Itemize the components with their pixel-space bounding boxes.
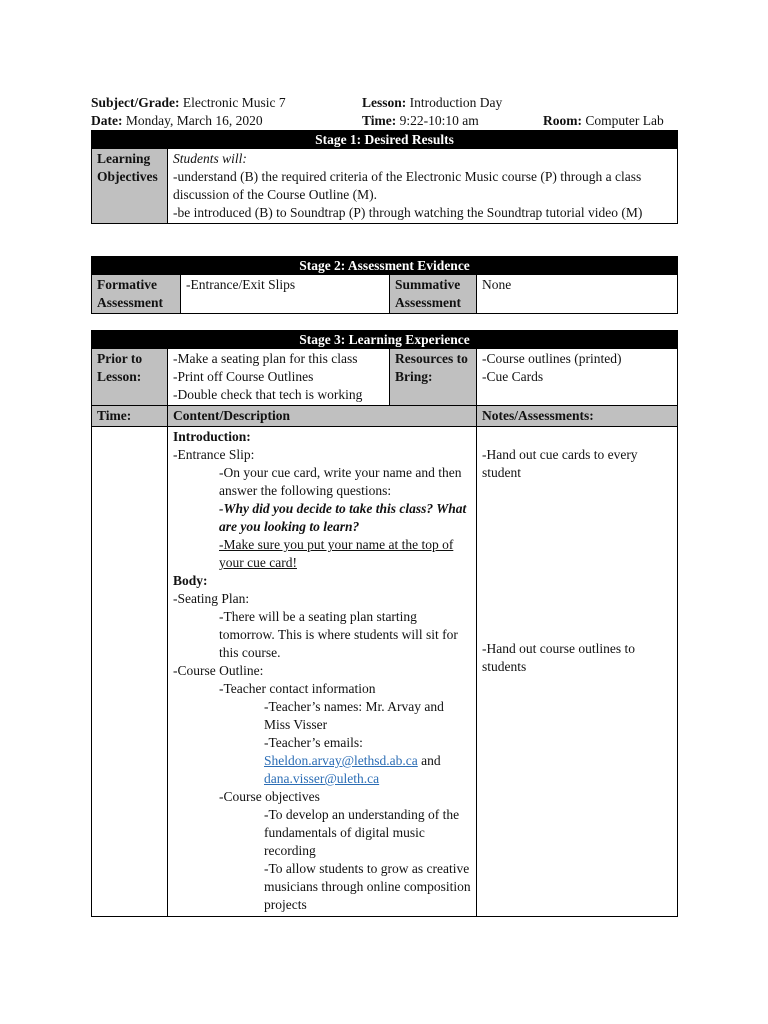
room-label: Room: [543, 113, 582, 128]
stage3-table [91, 330, 678, 917]
time-value: 9:22-10:10 am [396, 113, 479, 128]
subject-value: Electronic Music 7 [179, 95, 286, 110]
entrance-slip: -Entrance Slip: [173, 447, 255, 462]
notes-spacer [482, 428, 672, 446]
header-row-2 [91, 112, 681, 130]
teacher-emails [173, 752, 471, 788]
stage2-title: Stage 2: Assessment Evidence [92, 257, 678, 275]
summative-value: None [477, 275, 678, 314]
body-heading: Body: [173, 573, 208, 588]
prior-to-lesson-items [168, 349, 390, 406]
stage2-table [91, 256, 678, 314]
email-link-visser[interactable]: dana.visser@uleth.ca [264, 771, 380, 786]
resource-item: -Course outlines (printed) [482, 351, 622, 366]
prior-item: -Double check that tech is working [173, 387, 363, 402]
prior-to-lesson-label: Prior to Lesson: [92, 349, 168, 406]
notes-cell [477, 427, 678, 917]
objective-2: -be introduced (B) to Soundtrap (P) through watching the Soundtrap tutorial video (M) [173, 205, 643, 220]
resources-items [477, 349, 678, 406]
objectives-intro: Students will: [173, 151, 247, 166]
header-row-1 [91, 94, 681, 112]
stage1-table [91, 130, 678, 224]
summative-label: Summative Assessment [390, 275, 477, 314]
stage3-title: Stage 3: Learning Experience [92, 331, 678, 349]
teacher-names: -Teacher’s names: Mr. Arvay and Miss Visser [264, 699, 444, 732]
room [543, 112, 664, 130]
learning-objectives-label: Learning Objectives [92, 149, 168, 224]
email-link-arvay[interactable]: Sheldon.arvay@lethsd.ab.ca [264, 753, 418, 768]
course-outline: -Course Outline: [173, 663, 264, 678]
formative-label: Formative Assessment [92, 275, 181, 314]
prior-item: -Make a seating plan for this class [173, 351, 358, 366]
teacher-contact: -Teacher contact information [219, 681, 376, 696]
content-cell [168, 427, 477, 917]
and-text: and [417, 753, 441, 768]
resources-label: Resources to Bring: [390, 349, 477, 406]
subject-grade [91, 94, 286, 112]
lesson [362, 94, 502, 112]
time [362, 112, 479, 130]
name-reminder-text: -Make sure you put your name at the top of your cue card! [219, 537, 454, 570]
time-cell [92, 427, 168, 917]
date-label: Date: [91, 113, 123, 128]
seating-plan-description: -There will be a seating plan starting tomorrow. This is where students will sit for this course. [219, 609, 458, 660]
formative-value: -Entrance/Exit Slips [181, 275, 390, 314]
notes-spacer [482, 482, 672, 640]
cue-card-instructions: -On your cue card, write your name and then answer the following questions: [219, 465, 462, 498]
learning-objectives-content [168, 149, 678, 224]
teacher-emails-label: -Teacher’s emails: [264, 735, 363, 750]
resource-item: -Cue Cards [482, 369, 544, 384]
course-objectives: -Course objectives [219, 789, 320, 804]
date [91, 112, 263, 130]
note-course-outlines: -Hand out course outlines to students [482, 641, 635, 674]
course-objective-1: -To develop an understanding of the fundamentals of digital music recording [264, 807, 460, 858]
lesson-label: Lesson: [362, 95, 407, 110]
prior-item: -Print off Course Outlines [173, 369, 314, 384]
entrance-question: -Why did you decide to take this class? What are you looking to learn? [219, 501, 467, 534]
col-content: Content/Description [168, 406, 477, 427]
seating-plan: -Seating Plan: [173, 591, 250, 606]
room-value: Computer Lab [582, 113, 664, 128]
stage1-title: Stage 1: Desired Results [92, 131, 678, 149]
col-notes: Notes/Assessments: [477, 406, 678, 427]
time-label: Time: [362, 113, 397, 128]
introduction-heading: Introduction: [173, 429, 251, 444]
subject-label: Subject/Grade: [91, 95, 180, 110]
lesson-value: Introduction Day [406, 95, 503, 110]
course-objective-2: -To allow students to grow as creative musicians through online composition projects [264, 861, 471, 912]
note-cue-cards: -Hand out cue cards to every student [482, 447, 638, 480]
objective-1: -understand (B) the required criteria of the Electronic Music course (P) through a class discussion of the Course Outline (M). [173, 169, 642, 202]
name-reminder [173, 536, 471, 572]
col-time: Time: [92, 406, 168, 427]
date-value: Monday, March 16, 2020 [122, 113, 263, 128]
